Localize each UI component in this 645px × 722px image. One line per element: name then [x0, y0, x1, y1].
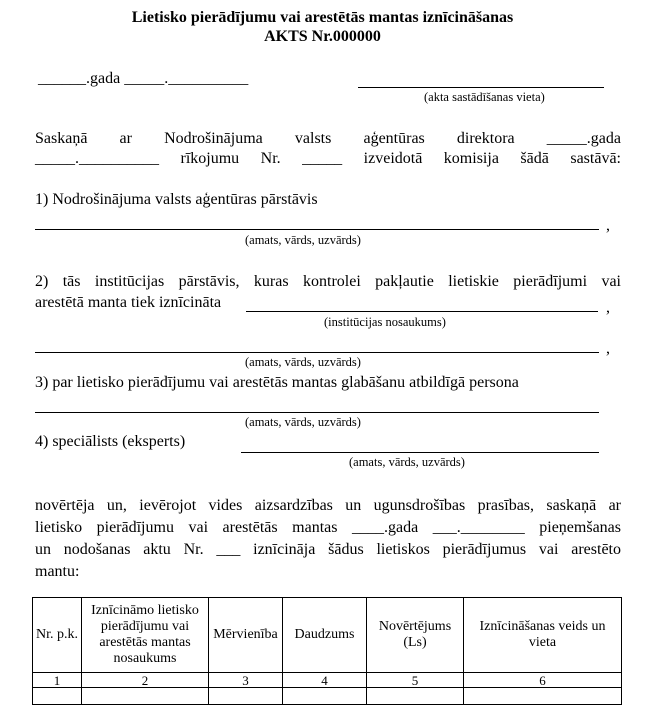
- institution-line: [246, 311, 598, 312]
- member-3-line: [35, 412, 599, 413]
- table-row: [33, 688, 622, 705]
- intro-line-1: Saskaņā ar Nodrošinājuma valsts aģentūras direktora _____.gada: [35, 130, 621, 147]
- empty-cell: [82, 688, 209, 705]
- empty-cell: [283, 688, 367, 705]
- member-2-comma-2: ,: [606, 340, 610, 357]
- number-cell: 6: [464, 673, 622, 688]
- place-line: [358, 87, 604, 88]
- member-1-comma: ,: [606, 217, 610, 234]
- body-line-4: mantu:: [35, 563, 80, 580]
- member-1-label: 1) Nodrošinājuma valsts aģentūras pārstāvis: [35, 191, 318, 208]
- member-3-label: 3) par lietisko pierādījumu vai arestētās mantas glabāšanu atbildīgā persona: [35, 374, 519, 391]
- header-valuation: Novērtējums (Ls): [367, 598, 464, 673]
- number-cell: 3: [209, 673, 283, 688]
- header-quantity: Daudzums: [283, 598, 367, 673]
- empty-cell: [209, 688, 283, 705]
- table-number-row: [33, 673, 622, 688]
- body-line-2: lietisko pierādījumu vai arestētās mantas ____.gada ___.________ pieņemšanas: [35, 519, 621, 536]
- header-name: Iznīcināmo lietisko pierādījumu vai arestētās mantas nosaukums: [82, 598, 209, 673]
- member-4-caption: (amats, vārds, uzvārds): [349, 455, 465, 469]
- member-2-comma-1: ,: [606, 299, 610, 316]
- number-cell: 1: [33, 673, 82, 688]
- member-3-caption: (amats, vārds, uzvārds): [245, 415, 361, 429]
- member-2-line: [35, 352, 599, 353]
- member-2-line-1: 2) tās institūcijas pārstāvis, kuras kontrolei pakļautie lietiskie pierādījumi vai: [35, 273, 621, 290]
- member-1-line: [35, 229, 599, 230]
- number-cell: 4: [283, 673, 367, 688]
- empty-cell: [367, 688, 464, 705]
- header-nr: Nr. p.k.: [33, 598, 82, 673]
- place-caption: (akta sastādīšanas vieta): [424, 90, 545, 104]
- empty-cell: [33, 688, 82, 705]
- intro-line-2: _____.__________ rīkojumu Nr. _____ izveidotā komisija šādā sastāvā:: [35, 150, 621, 167]
- member-4-line: [241, 452, 599, 453]
- member-2-caption: (amats, vārds, uzvārds): [245, 355, 361, 369]
- body-line-3: un nodošanas aktu Nr. ___ iznīcināja šādus lietiskos pierādījumus vai arestēto: [35, 541, 621, 558]
- document-title: Lietisko pierādījumu vai arestētās mantas iznīcināšanas: [131, 9, 514, 26]
- act-number: AKTS Nr.000000: [264, 28, 381, 45]
- member-1-caption: (amats, vārds, uzvārds): [245, 233, 361, 247]
- body-line-1: novērtēja un, ievērojot vides aizsardzības un ugunsdrošības prasības, saskaņā ar: [35, 497, 621, 514]
- number-cell: 5: [367, 673, 464, 688]
- member-4-label: 4) speciālists (eksperts): [35, 433, 186, 450]
- member-2-line-2: arestētā manta tiek iznīcināta: [35, 294, 222, 311]
- institution-caption: (institūcijas nosaukums): [324, 315, 446, 329]
- header-method: Iznīcināšanas veids un vieta: [464, 598, 622, 673]
- table-header-row: [33, 598, 622, 673]
- header-unit: Mērvienība: [209, 598, 283, 673]
- date-line: ______.gada _____.__________: [38, 70, 249, 87]
- number-cell: 2: [82, 673, 209, 688]
- empty-cell: [464, 688, 622, 705]
- destruction-table: [32, 597, 622, 705]
